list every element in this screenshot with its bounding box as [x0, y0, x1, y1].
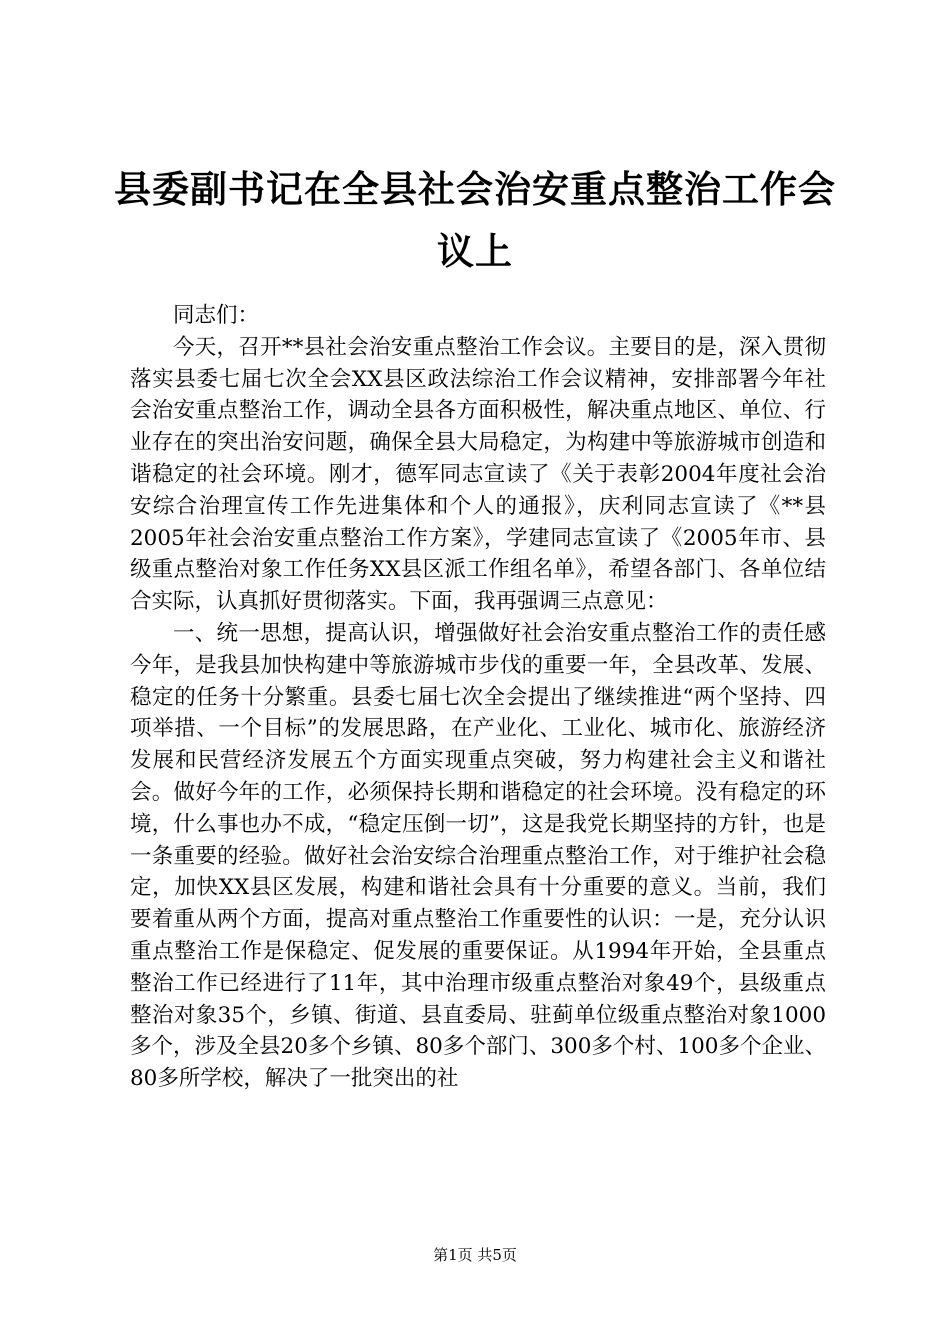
- salutation: 同志们：: [173, 303, 260, 328]
- document-title: 县委副书记在全县社会治安重点整治工作会议上: [114, 167, 836, 273]
- page-footer: 第1页 共5页: [433, 1246, 517, 1264]
- paragraph-2: 一、统一思想，提高认识，增强做好社会治安重点整治工作的责任感今年，是我县加快构建中等旅游城市步伐的重要一年，全县改革、发展、稳定的任务十分繁重。县委七届七次全会提出了继续推进“两个坚持、四项举措、一个目标”的发展思路，在产业化、工业化、城市化、旅游经济发展和民营经济发展五个方面实现重点突破，努力构建社会主义和谐社会。做好今年的工作，必须保持长期和谐稳定的社会环境。没有稳定的环境，什么事也办不成，“稳定压倒一切”，这是我党长期坚持的方针，也是一条重要的经验。做好社会治安综合治理重点整治工作，对于维护社会稳定，加快XX县区发展，构建和谐社会具有十分重要的意义。当前，我们要着重从两个方面，提高对重点整治工作重要性的认识：一是，充分认识重点整治工作是保稳定、促发展的重要保证。从1994年开始，全县重点整治工作已经进行了11年，其中治理市级重点整治对象49个，县级重点整治对象35个，乡镇、街道、县直委局、驻蓟单位级重点整治对象1000多个，涉及全县20多个乡镇、80多个部门、300多个村、100多个企业、80多所学校，解决了一批突出的社: [130, 620, 826, 1092]
- paragraph-1: 今天，召开**县社会治安重点整治工作会议。主要目的是，深入贯彻落实县委七届七次全会XX县区政法综治工作会议精神，安排部署今年社会治安重点整治工作，调动全县各方面积极性，解决重点地区、单位、行业存在的突出治安问题，确保全县大局稳定，为构建中等旅游城市创造和谐稳定的社会环境。刚才，德军同志宣读了《关于表彰2004年度社会治安综合治理宣传工作先进集体和个人的通报》，庆利同志宣读了《**县2005年社会治安重点整治工作方案》，学建同志宣读了《2005年市、县级重点整治对象工作任务XX县区派工作组名单》，希望各部门、各单位结合实际，认真抓好贯彻落实。下面，我再强调三点意见：: [130, 334, 826, 615]
- document-body: [130, 300, 826, 1095]
